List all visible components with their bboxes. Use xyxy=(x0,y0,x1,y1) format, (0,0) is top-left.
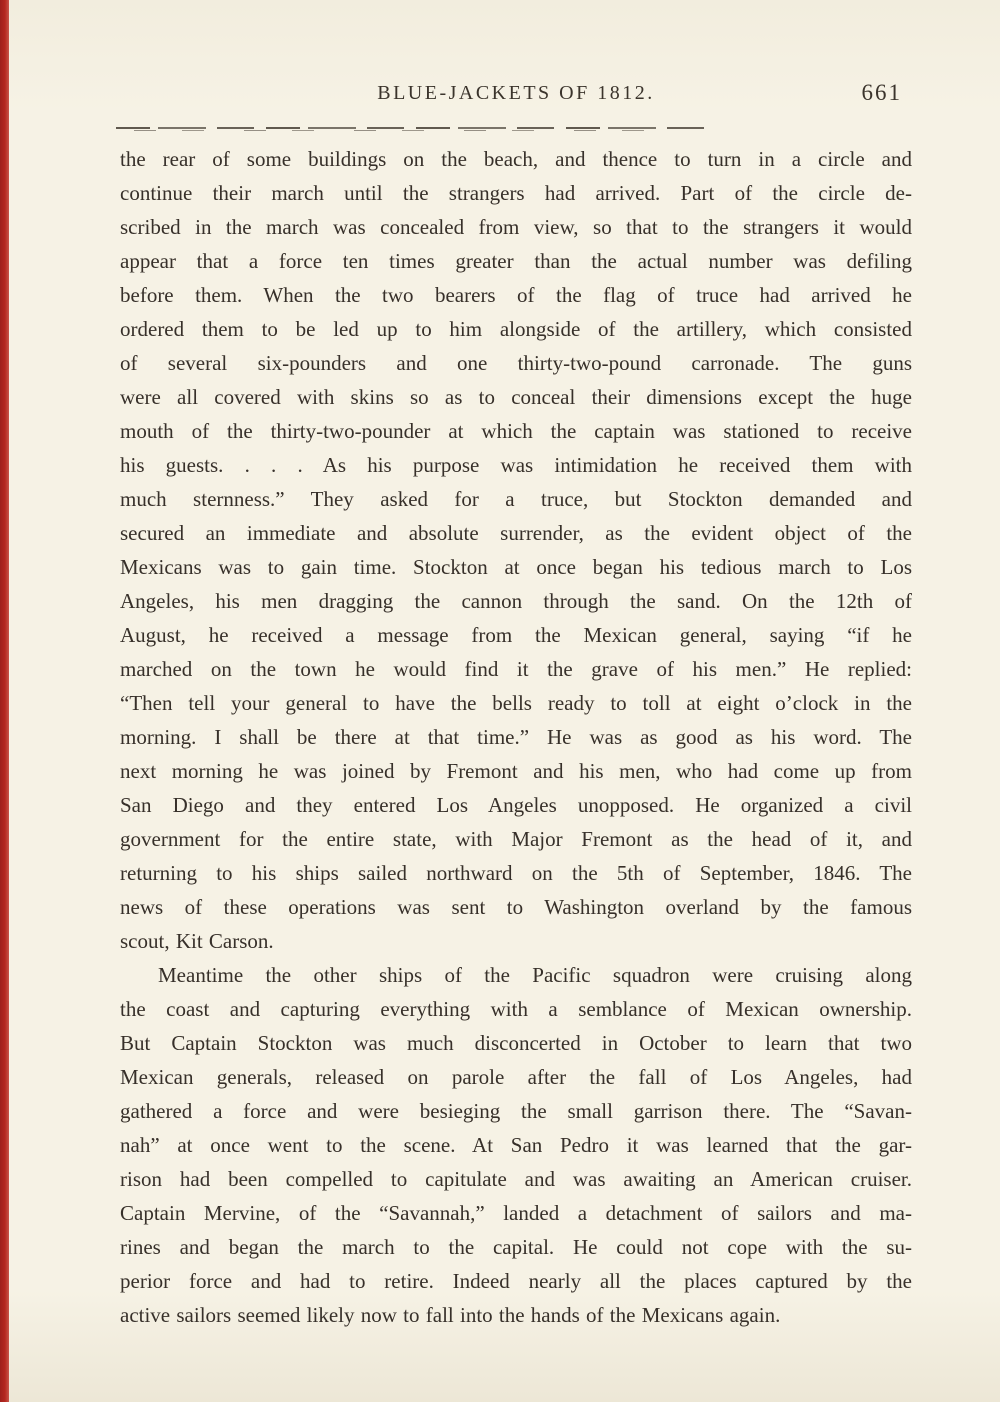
page-body xyxy=(120,142,912,1332)
text-line: mouth of the thirty-two-pounder at which the captain was stationed to receive xyxy=(120,419,912,443)
text-line: before them. When the two bearers of the flag of truce had arrived he xyxy=(120,283,912,307)
running-title: BLUE-JACKETS OF 1812. xyxy=(377,82,655,104)
text-line: Mexican generals, released on parole after the fall of Los Angeles, had xyxy=(120,1065,912,1089)
text-line: secured an immediate and absolute surrender, as the evident object of the xyxy=(120,521,912,545)
text-line: his guests. . . . As his purpose was intimidation he received them with xyxy=(120,453,912,477)
text-line: were all covered with skins so as to conceal their dimensions except the huge xyxy=(120,385,912,409)
page-number: 661 xyxy=(861,80,902,105)
text-line: returning to his ships sailed northward on the 5th of September, 1846. The xyxy=(120,861,912,885)
text-line: active sailors seemed likely now to fall into the hands of the Mexicans again. xyxy=(120,1303,781,1327)
text-line: Angeles, his men dragging the cannon through the sand. On the 12th of xyxy=(120,589,912,613)
text-line: nah” at once went to the scene. At San Pedro it was learned that the gar- xyxy=(120,1133,912,1157)
text-line: “Then tell your general to have the bells ready to toll at eight o’clock in the xyxy=(120,691,912,715)
text-line: of several six-pounders and one thirty-two-pound carronade. The guns xyxy=(120,351,912,375)
text-line: government for the entire state, with Major Fremont as the head of it, and xyxy=(120,827,912,851)
text-line: the coast and capturing everything with a semblance of Mexican ownership. xyxy=(120,997,912,1021)
text-line: San Diego and they entered Los Angeles unopposed. He organized a civil xyxy=(120,793,912,817)
text-line: news of these operations was sent to Washington overland by the famous xyxy=(120,895,912,919)
header-rule-segment xyxy=(116,127,706,129)
text-line: morning. I shall be there at that time.” He was as good as his word. The xyxy=(120,725,912,749)
text-line: scribed in the march was concealed from view, so that to the strangers it would xyxy=(120,215,912,239)
text-line: Mexicans was to gain time. Stockton at once began his tedious march to Los xyxy=(120,555,912,579)
text-line: ordered them to be led up to him alongside of the artillery, which consisted xyxy=(120,317,912,341)
text-line: Captain Mervine, of the “Savannah,” landed a detachment of sailors and ma- xyxy=(120,1201,912,1225)
header-rule-segment xyxy=(134,130,677,131)
text-line: rines and began the march to the capital. He could not cope with the su- xyxy=(120,1235,912,1259)
text-line: next morning he was joined by Fremont and his men, who had come up from xyxy=(120,759,912,783)
text-line: rison had been compelled to capitulate and was awaiting an American cruiser. xyxy=(120,1167,912,1191)
text-line: August, he received a message from the Mexican general, saying “if he xyxy=(120,623,912,647)
text-line: But Captain Stockton was much disconcerted in October to learn that two xyxy=(120,1031,912,1055)
text-line: gathered a force and were besieging the small garrison there. The “Savan- xyxy=(120,1099,912,1123)
text-line: much sternness.” They asked for a truce, but Stockton demanded and xyxy=(120,487,912,511)
text-line: perior force and had to retire. Indeed nearly all the places captured by the xyxy=(120,1269,912,1293)
book-spine-edge xyxy=(0,0,9,1402)
page-header xyxy=(120,82,912,112)
text-line: marched on the town he would find it the grave of his men.” He replied: xyxy=(120,657,912,681)
text-line: appear that a force ten times greater than the actual number was defiling xyxy=(120,249,912,273)
header-rule xyxy=(116,127,706,132)
text-line: the rear of some buildings on the beach, and thence to turn in a circle and xyxy=(120,147,912,171)
text-line: continue their march until the strangers had arrived. Part of the circle de- xyxy=(120,181,912,205)
text-line: scout, Kit Carson. xyxy=(120,929,274,953)
text-line: Meantime the other ships of the Pacific squadron were cruising along xyxy=(158,963,912,987)
